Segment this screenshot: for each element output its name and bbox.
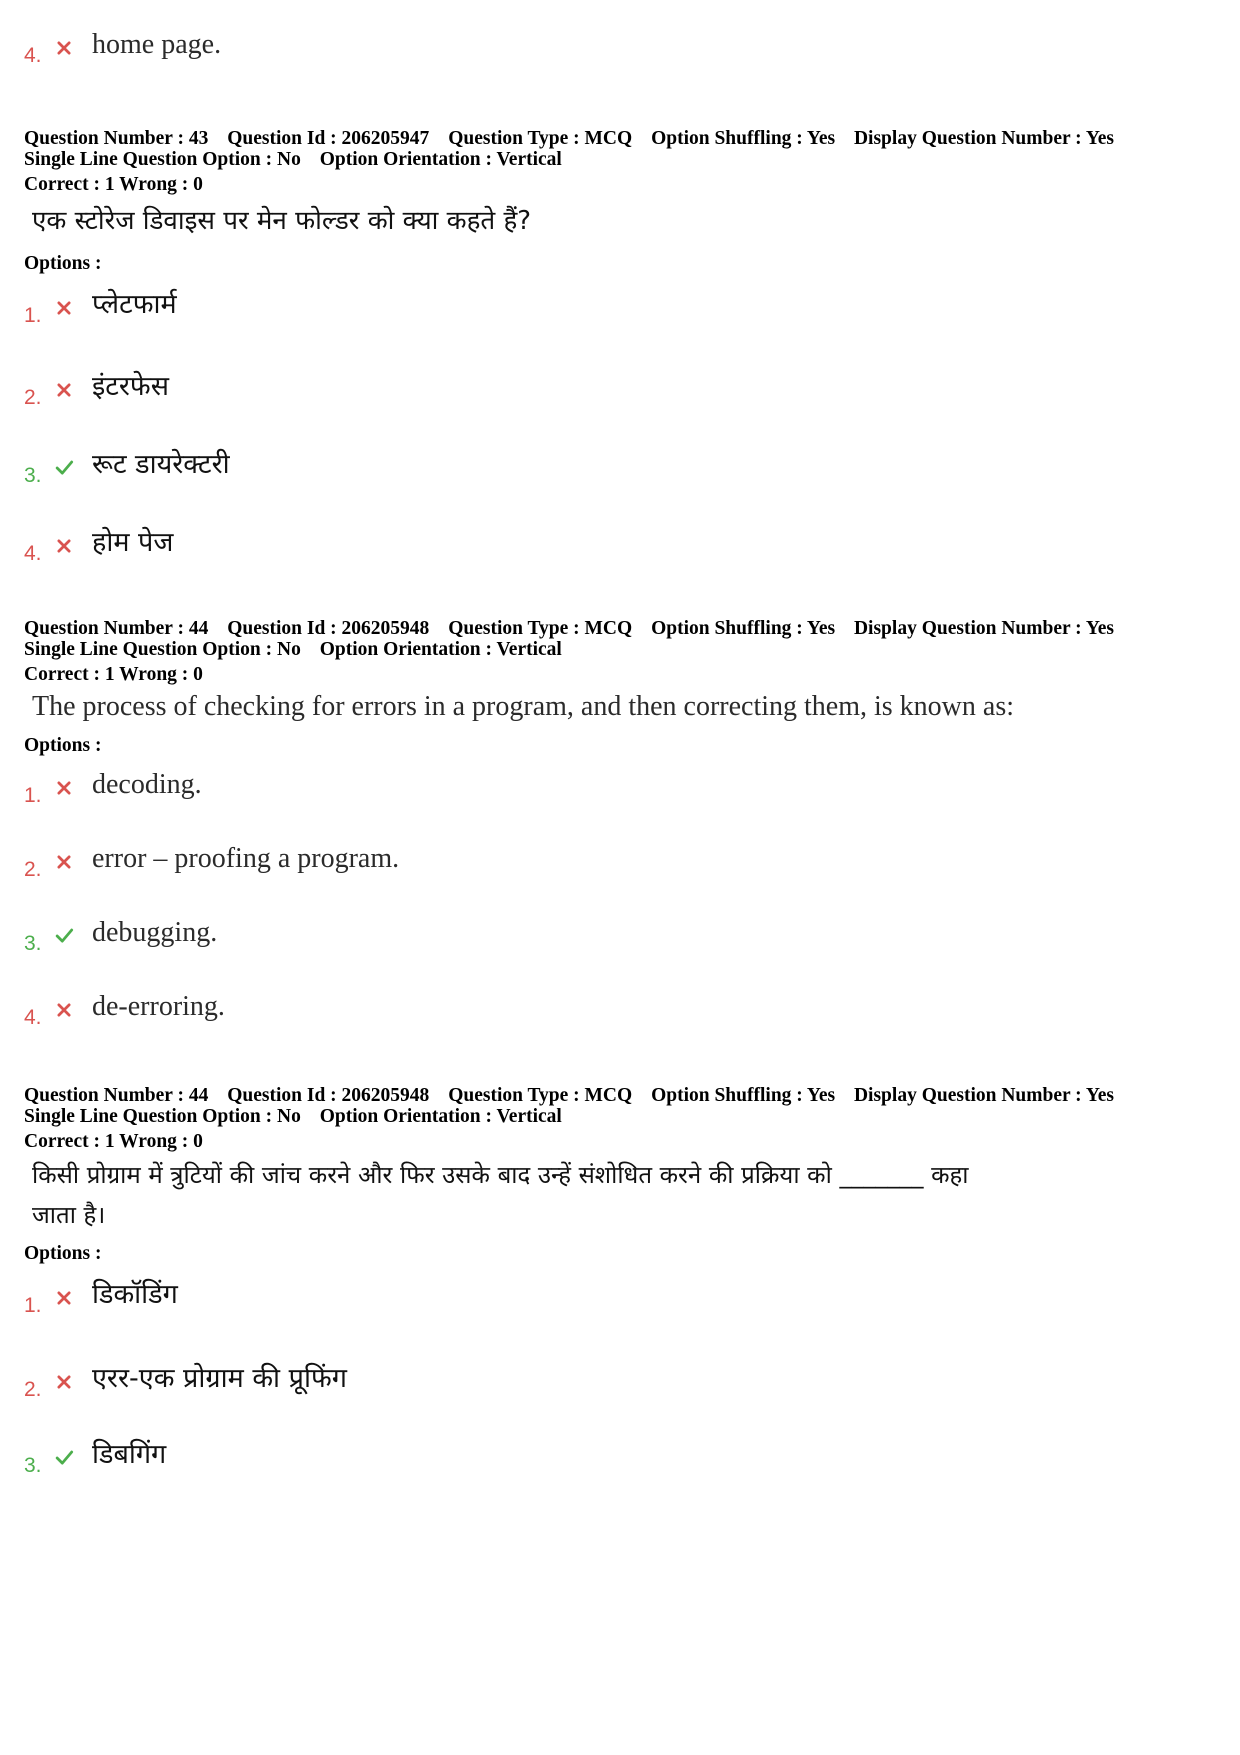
- option-number: 4.: [24, 542, 42, 565]
- question-text: एक स्टोरेज डिवाइस पर मेन फोल्डर को क्या कहते हैं?: [32, 206, 532, 236]
- option-item: [24, 1364, 1124, 1404]
- option-item: [24, 918, 1124, 958]
- option-text: डिकॉडिंग: [92, 1279, 178, 1310]
- option-number: 1.: [24, 784, 42, 807]
- option-number: 2.: [24, 858, 42, 881]
- cross-mark-icon: [52, 296, 76, 320]
- option-text: एरर-एक प्रोग्राम की प्रूफिंग: [92, 1363, 347, 1394]
- check-mark-icon: [52, 924, 76, 948]
- option-item: [24, 992, 1124, 1032]
- option-item: [24, 290, 1124, 330]
- question-meta-line2: Single Line Question Option : No Option Orientation : Vertical: [24, 149, 562, 170]
- marking-scheme: Correct : 1 Wrong : 0: [24, 664, 203, 685]
- option-item: [24, 770, 1124, 810]
- option-text: होम पेज: [92, 527, 174, 558]
- marking-scheme: Correct : 1 Wrong : 0: [24, 1131, 203, 1152]
- question-meta-line1: Question Number : 44 Question Id : 206205948 Question Type : MCQ Option Shuffling : Yes Display Question Number : Yes: [24, 1085, 1114, 1106]
- cross-mark-icon: [52, 1286, 76, 1310]
- option-number: 1.: [24, 304, 42, 327]
- option-number: 4.: [24, 1006, 42, 1029]
- question-meta-line2: Single Line Question Option : No Option Orientation : Vertical: [24, 1106, 562, 1127]
- option-text: इंटरफेस: [92, 371, 169, 402]
- cross-mark-icon: [52, 534, 76, 558]
- options-label: Options :: [24, 1243, 102, 1264]
- question-text-line1: किसी प्रोग्राम में त्रुटियों की जांच करने और फिर उसके बाद उन्हें संशोधित करने की प्रक्रिया को _______ कहा: [32, 1161, 969, 1189]
- cross-mark-icon: [52, 998, 76, 1022]
- option-number: 1.: [24, 1294, 42, 1317]
- option-item: [24, 450, 1124, 490]
- marking-scheme: Correct : 1 Wrong : 0: [24, 174, 203, 195]
- check-mark-icon: [52, 1446, 76, 1470]
- option-text: home page.: [92, 29, 222, 60]
- option-item: [24, 1440, 1124, 1480]
- option-item: [24, 372, 1124, 412]
- question-meta-line1: Question Number : 44 Question Id : 206205948 Question Type : MCQ Option Shuffling : Yes Display Question Number : Yes: [24, 618, 1114, 639]
- option-number: 3.: [24, 1454, 42, 1477]
- option-text: de-erroring.: [92, 991, 225, 1022]
- option-text: डिबगिंग: [92, 1439, 167, 1470]
- cross-mark-icon: [52, 850, 76, 874]
- option-text: प्लेटफार्म: [92, 289, 177, 320]
- option-item: [24, 1280, 1124, 1320]
- cross-mark-icon: [52, 36, 76, 60]
- option-text: debugging.: [92, 917, 218, 948]
- check-mark-icon: [52, 456, 76, 480]
- option-item: [24, 528, 1124, 568]
- cross-mark-icon: [52, 378, 76, 402]
- cross-mark-icon: [52, 1370, 76, 1394]
- option-number: 3.: [24, 932, 42, 955]
- option-number: 2.: [24, 1378, 42, 1401]
- option-number: 3.: [24, 464, 42, 487]
- question-meta-line2: Single Line Question Option : No Option Orientation : Vertical: [24, 639, 562, 660]
- question-meta-line1: Question Number : 43 Question Id : 206205947 Question Type : MCQ Option Shuffling : Yes Display Question Number : Yes: [24, 128, 1114, 149]
- option-item: [24, 844, 1124, 884]
- question-text: The process of checking for errors in a program, and then correcting them, is known as:: [32, 691, 1015, 722]
- cross-mark-icon: [52, 776, 76, 800]
- options-label: Options :: [24, 735, 102, 756]
- carryover-option: [24, 30, 1124, 70]
- option-number: 2.: [24, 386, 42, 409]
- option-number: 4.: [24, 44, 42, 67]
- question-text-line2: जाता है।: [32, 1201, 106, 1229]
- option-text: decoding.: [92, 769, 202, 800]
- option-text: रूट डायरेक्टरी: [92, 449, 230, 480]
- options-label: Options :: [24, 253, 102, 274]
- option-text: error – proofing a program.: [92, 843, 400, 874]
